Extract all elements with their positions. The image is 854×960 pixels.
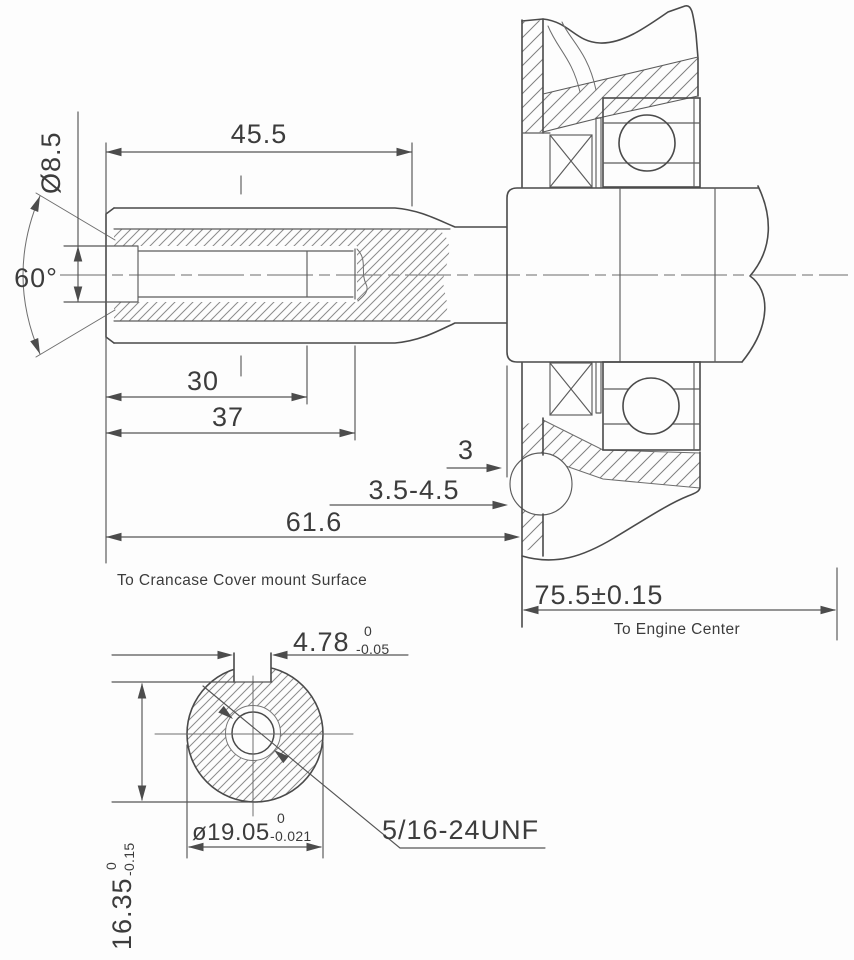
dim-key-flat: 16.35 — [107, 877, 137, 950]
crankcase-cover-top — [522, 6, 700, 187]
dim-hole-depth: 37 — [211, 402, 245, 432]
thread-length-dimension — [106, 119, 412, 563]
break-line — [742, 186, 768, 362]
oil-seal-top — [550, 135, 592, 187]
oil-seal-bottom — [550, 363, 592, 415]
key-flat-tol-upper: 0 — [103, 861, 119, 870]
side-view — [14, 6, 848, 640]
dim-seal-offset: 3 — [457, 435, 475, 465]
shaft-dia-tol-lower: -0.021 — [270, 828, 312, 844]
seal-recess-dimension — [330, 475, 508, 509]
hole-depth-dimension — [106, 346, 355, 440]
shaft-dia-tol-upper: 0 — [277, 810, 286, 826]
dim-center-hole-dia: Ø8.5 — [36, 131, 66, 194]
shaft-journal — [507, 186, 768, 362]
dim-shaft-dia: ø19.05 — [192, 819, 270, 846]
end-view — [103, 623, 545, 950]
key-width-tol-lower: -0.05 — [356, 641, 390, 657]
dim-thread-callout: 5/16-24UNF — [382, 815, 540, 845]
dim-thread-depth: 30 — [186, 366, 220, 396]
dim-key-width: 4.78 — [293, 627, 350, 657]
note-engine-center: To Engine Center — [613, 621, 741, 638]
shaft-length-dimension — [106, 507, 520, 541]
dim-shaft-length: 61.6 — [285, 507, 343, 537]
dim-countersink-angle: 60° — [14, 263, 58, 293]
note-crankcase-cover: To Crancase Cover mount Surface — [117, 572, 368, 589]
threaded-shaft-outline — [106, 176, 506, 376]
ball-bearing-bottom — [603, 362, 700, 450]
key-width-tol-upper: 0 — [364, 623, 373, 639]
thread-depth-dimension — [106, 346, 307, 404]
engine-center-dimension — [523, 568, 837, 640]
seal-boss — [510, 453, 572, 515]
dim-seal-recess: 3.5-4.5 — [368, 475, 460, 505]
dim-thread-length: 45.5 — [230, 119, 288, 149]
dim-engine-center: 75.5±0.15 — [534, 580, 664, 610]
key-flat-tol-lower: -0.15 — [121, 842, 137, 876]
